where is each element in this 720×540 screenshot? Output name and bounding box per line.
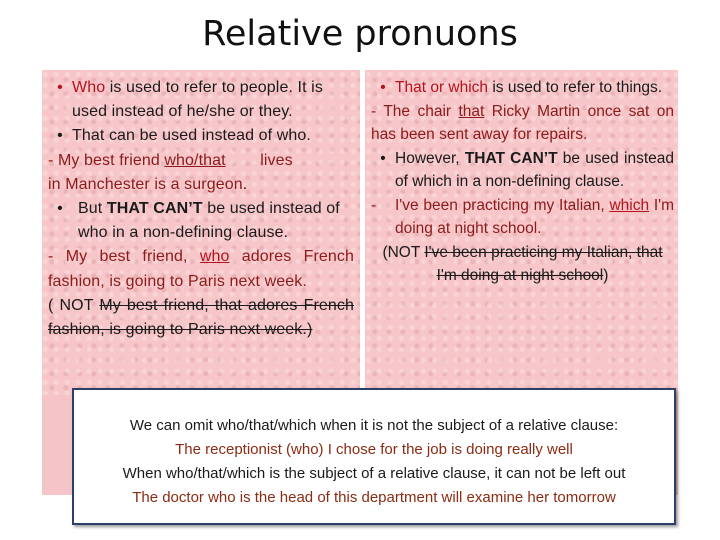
bullet-dot: • (380, 149, 386, 167)
example-nondefining-who: - My best friend, who adores French fashion, is going to Paris next week. (48, 248, 354, 290)
example-defining-that: - The chair that Ricky Martin once sat on has been sent away for repairs. (371, 102, 675, 143)
example-incorrect-that: ( NOT My best friend, that adores French fashion, is going to Paris next week.) (48, 296, 354, 339)
keyword-who: Who (72, 79, 106, 96)
note-rule-subject: When who/that/which is the subject of a relative clause, it can not be left out (122, 465, 626, 482)
right-panel (365, 70, 678, 395)
bullet-dot: • (57, 127, 63, 145)
bullet-who: • Who is used to refer to people. It is used instead of he/she or they. (48, 76, 354, 124)
omission-note-box (72, 388, 676, 525)
bullet-that-which: • That or which is used to refer to things. (371, 76, 674, 100)
bullet-dot: • (380, 79, 386, 96)
bullet-that-cant: • But THAT CAN’T be used instead of who in a non-defining clause. (48, 197, 354, 245)
example-nondefining-which: - I've been practicing my Italian, which I'm doing at night school. (371, 196, 675, 237)
example-incorrect-which: (NOT I've been practicing my Italian, that I'm doing at night school) (382, 243, 663, 284)
note-rule-omit: We can omit who/that/which when it is not the subject of a relative clause: (129, 417, 619, 434)
note-example-omit: The receptionist (who) I chose for the job is doing really well (175, 441, 573, 458)
bullet-that: • That can be used instead of who. (48, 124, 354, 148)
example-defining-who: - My best friend who/that lives in Manchester is a surgeon. (48, 151, 293, 193)
note-example-subject: The doctor who is the head of this department will examine her tomorrow (132, 489, 616, 506)
bullet-dot: • (57, 200, 63, 218)
left-panel (42, 70, 360, 395)
keyword-that-which: That or which (395, 79, 489, 96)
bullet-dot: • (57, 79, 63, 96)
bullet-however: • However, THAT CAN’T be used instead of which in a non-defining clause. (371, 147, 674, 194)
slide-title: Relative pronuons (202, 14, 518, 54)
